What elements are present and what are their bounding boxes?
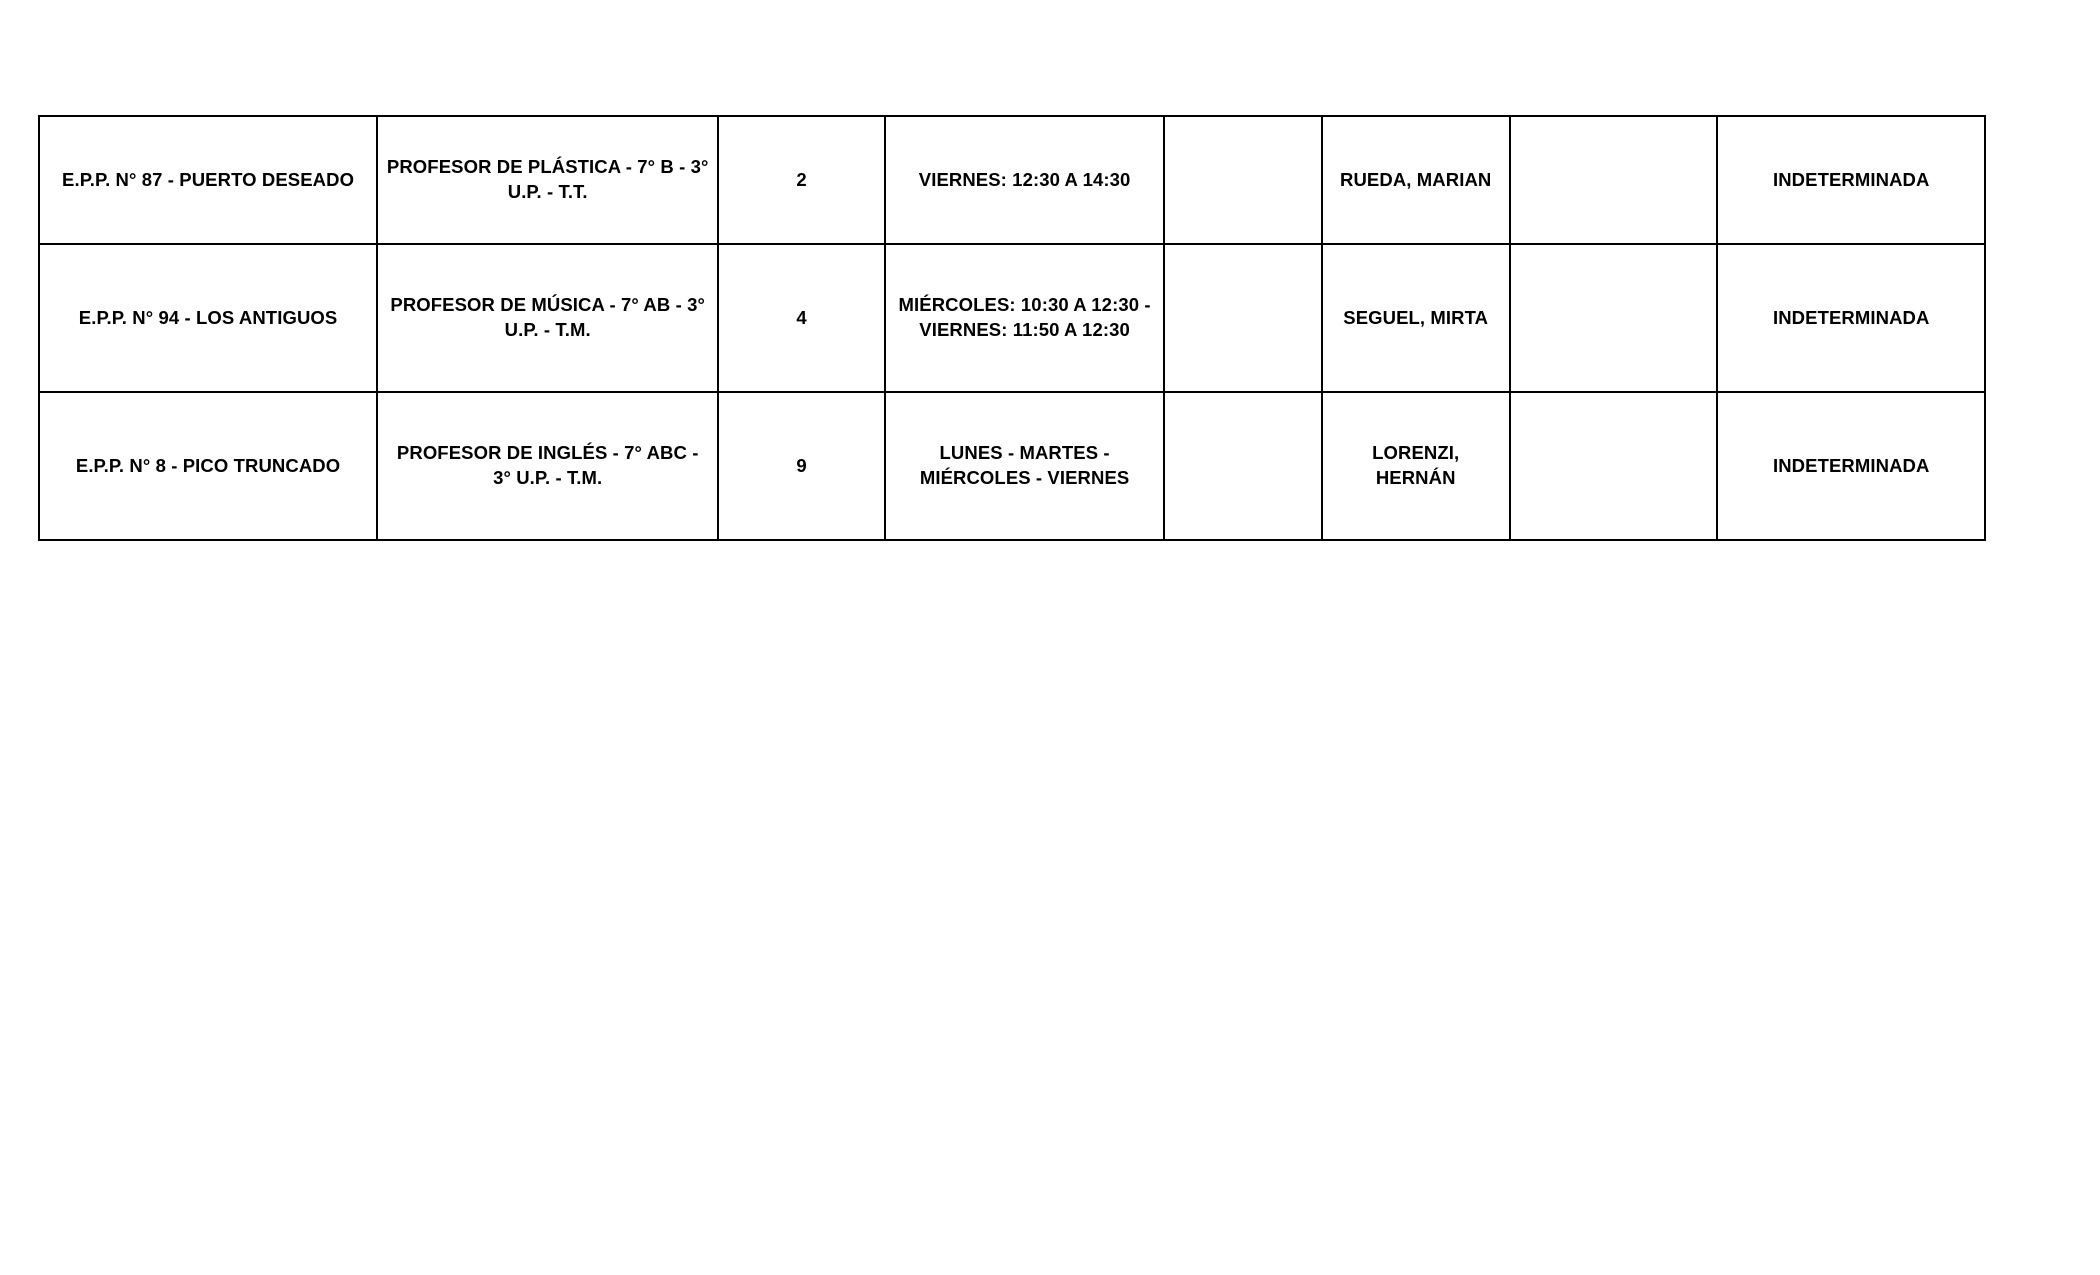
cell-docente: LORENZI, HERNÁN (1322, 392, 1510, 540)
cell-horas: 4 (718, 244, 885, 392)
cell-cargo: PROFESOR DE INGLÉS - 7° ABC - 3° U.P. - T.M. (377, 392, 718, 540)
cell-extra (1510, 392, 1718, 540)
cell-docente: SEGUEL, MIRTA (1322, 244, 1510, 392)
cell-horas: 9 (718, 392, 885, 540)
listing-table-container (38, 115, 1986, 541)
listing-table (38, 115, 1986, 541)
cell-extra (1510, 244, 1718, 392)
cell-docente: RUEDA, MARIAN (1322, 116, 1510, 244)
cell-dias-horarios: VIERNES: 12:30 A 14:30 (885, 116, 1165, 244)
cell-cargo: PROFESOR DE PLÁSTICA - 7° B - 3° U.P. - T.T. (377, 116, 718, 244)
cell-establecimiento: E.P.P. N° 8 - PICO TRUNCADO (39, 392, 377, 540)
table-row (39, 392, 1985, 540)
cell-dias-horarios: LUNES - MARTES - MIÉRCOLES - VIERNES (885, 392, 1165, 540)
cell-situacion: INDETERMINADA (1717, 392, 1985, 540)
cell-vacante (1164, 392, 1321, 540)
cell-establecimiento: E.P.P. N° 94 - LOS ANTIGUOS (39, 244, 377, 392)
table-row (39, 244, 1985, 392)
cell-vacante (1164, 116, 1321, 244)
cell-dias-horarios: MIÉRCOLES: 10:30 A 12:30 - VIERNES: 11:50 A 12:30 (885, 244, 1165, 392)
table-row (39, 116, 1985, 244)
cell-vacante (1164, 244, 1321, 392)
cell-situacion: INDETERMINADA (1717, 116, 1985, 244)
cell-cargo: PROFESOR DE MÚSICA - 7° AB - 3° U.P. - T.M. (377, 244, 718, 392)
cell-extra (1510, 116, 1718, 244)
cell-horas: 2 (718, 116, 885, 244)
cell-situacion: INDETERMINADA (1717, 244, 1985, 392)
cell-establecimiento: E.P.P. N° 87 - PUERTO DESEADO (39, 116, 377, 244)
